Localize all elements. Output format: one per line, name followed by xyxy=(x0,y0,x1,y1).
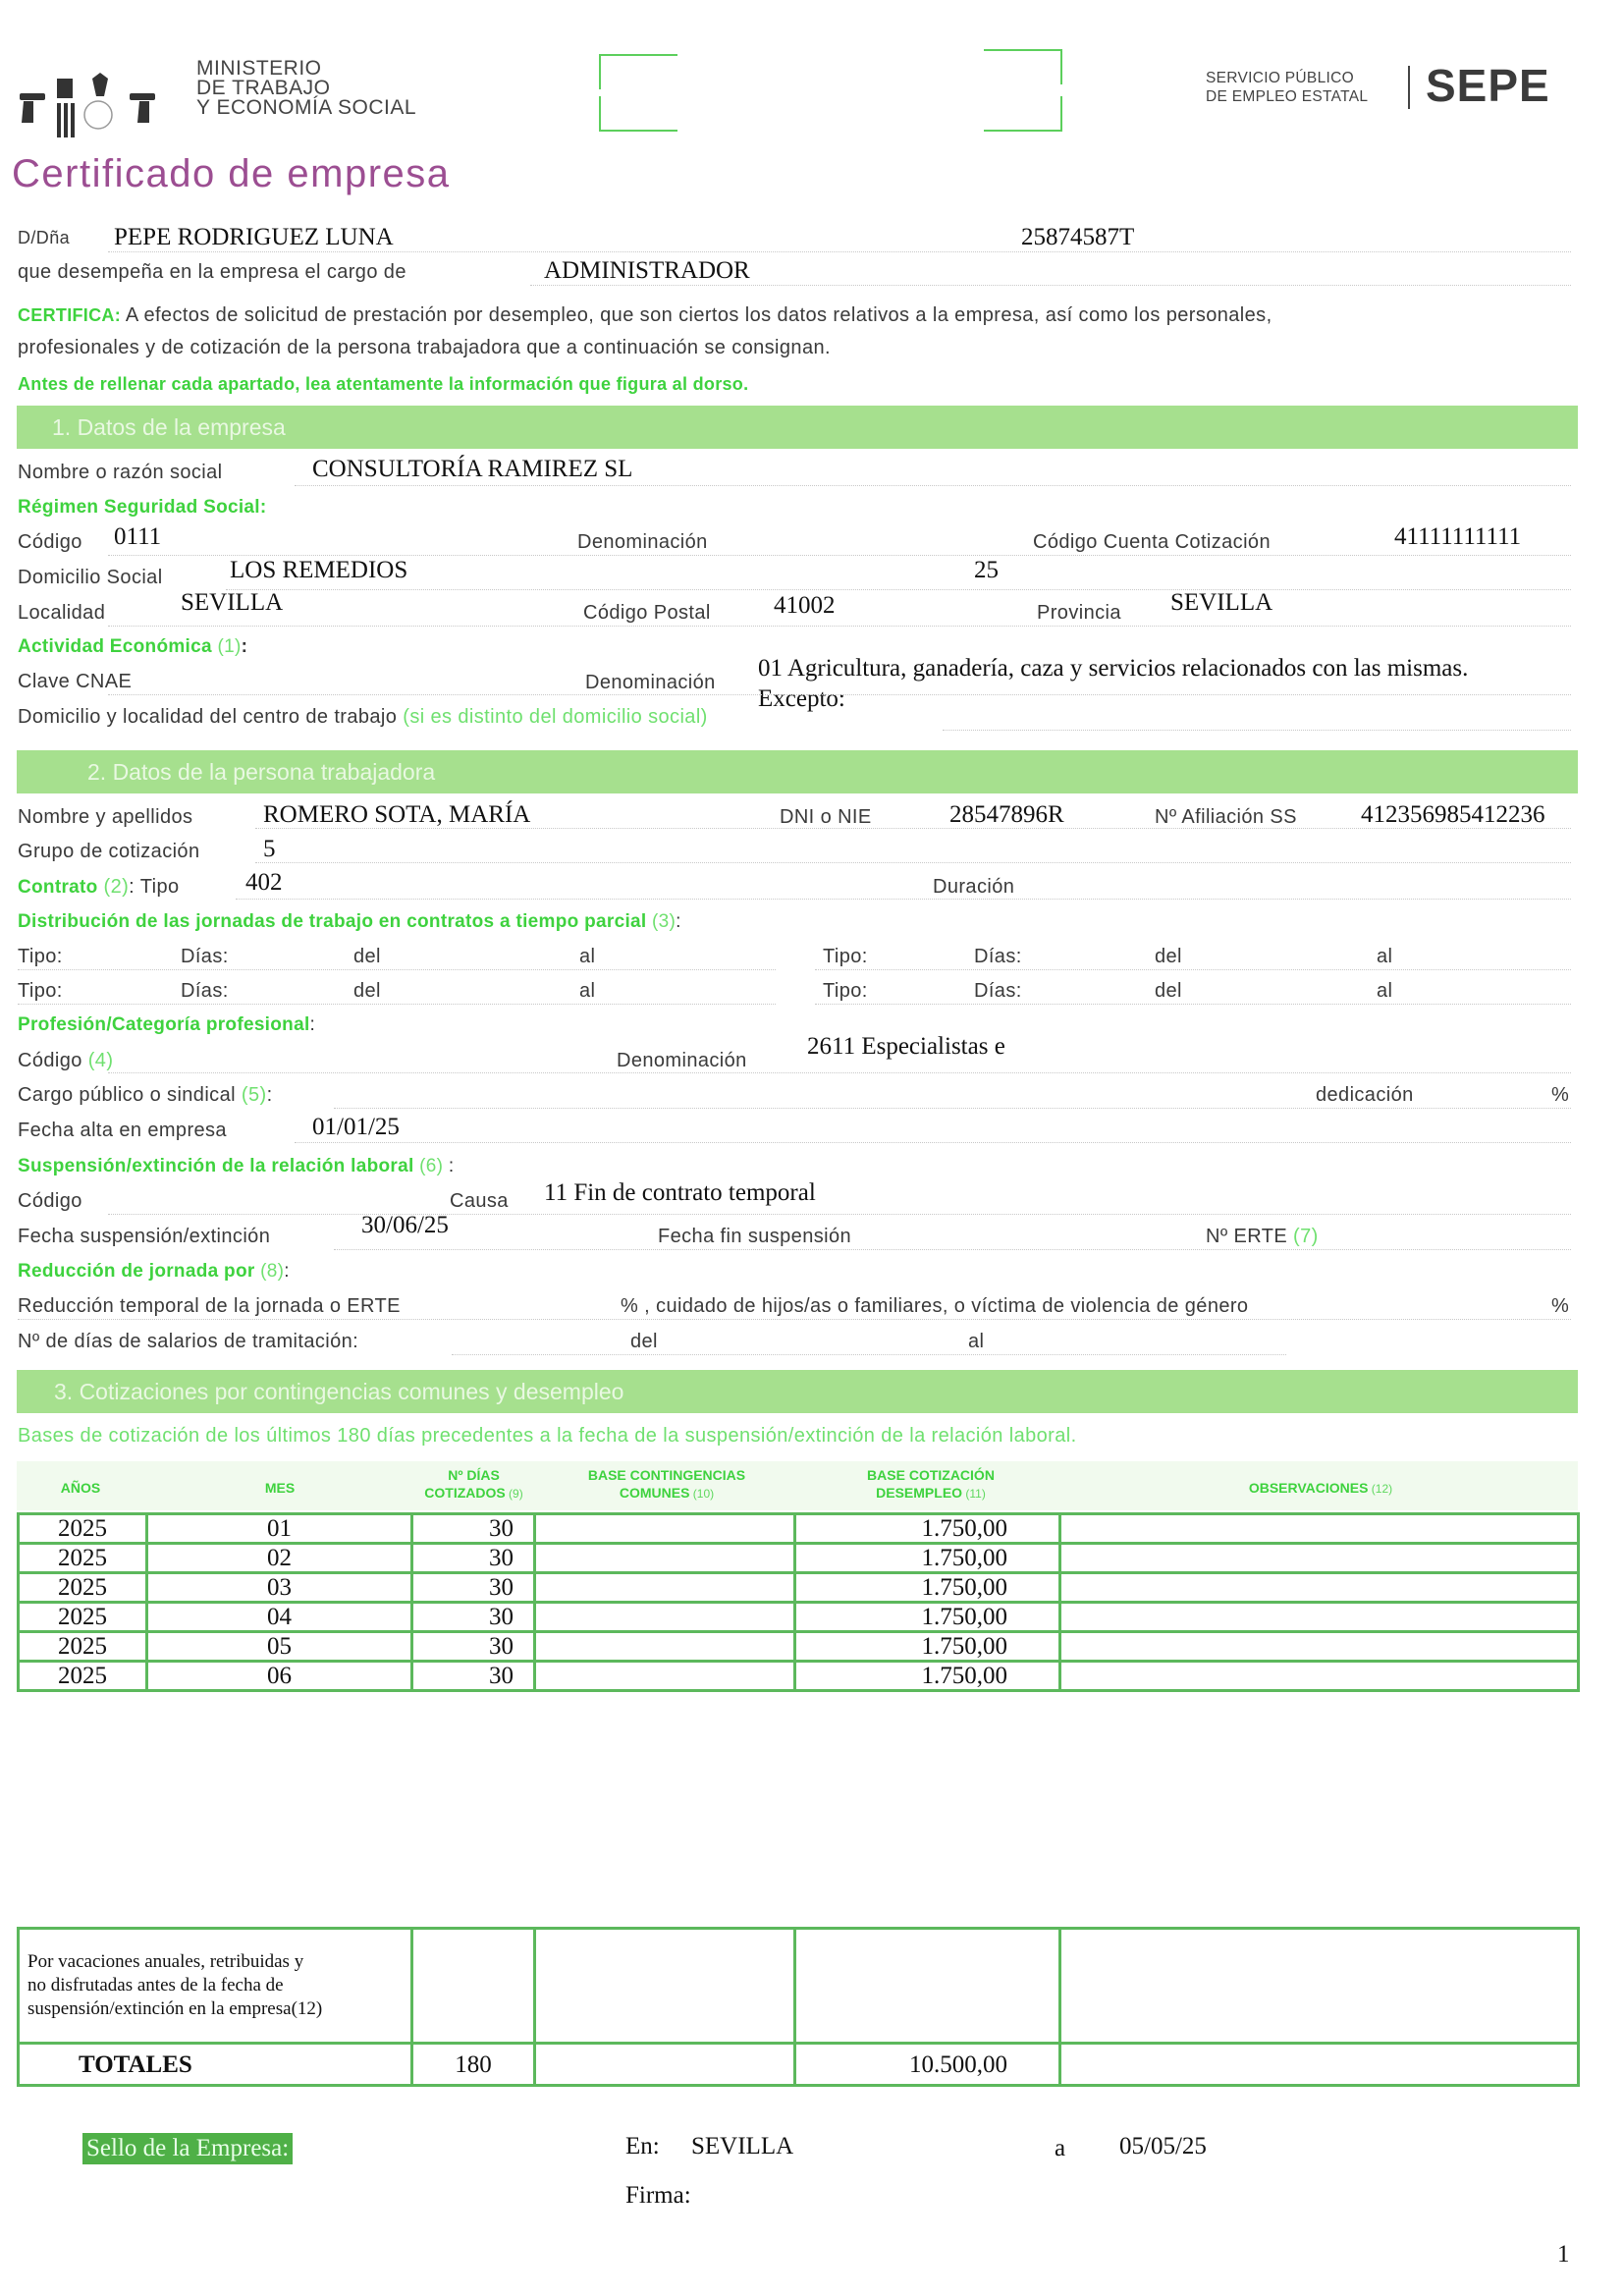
pt-tipo-label: Tipo: xyxy=(823,980,868,1002)
centro-label-text: Domicilio y localidad del centro de trabajo xyxy=(18,706,398,728)
total-observaciones xyxy=(1060,2044,1579,2086)
base-desempleo-cell: 1.750,00 xyxy=(795,1603,1060,1632)
ministry-logo-text xyxy=(196,59,416,118)
cargo-label: Cargo público o sindical (5): xyxy=(18,1084,273,1106)
prof-denominacion-label: Denominación xyxy=(617,1050,747,1071)
fecha-suspension-label: Fecha suspensión/extinción xyxy=(18,1226,271,1247)
domicilio-value: LOS REMEDIOS xyxy=(230,557,408,583)
nombre-value: ROMERO SOTA, MARÍA xyxy=(263,801,531,828)
base-desempleo-cell: 1.750,00 xyxy=(795,1632,1060,1662)
mes-cell: 05 xyxy=(147,1632,412,1662)
cotizacion-row xyxy=(19,1573,1579,1603)
footnote-ref: (7) xyxy=(1287,1226,1319,1247)
pt-del-label: del xyxy=(1155,946,1182,967)
dias-cell: 30 xyxy=(412,1662,535,1691)
total-dias: 180 xyxy=(412,2044,535,2086)
base-desempleo-cell: 1.750,00 xyxy=(795,1544,1060,1573)
footnote-ref: (6) xyxy=(413,1156,444,1176)
footnote-ref: (11) xyxy=(962,1487,986,1501)
dias-cell: 30 xyxy=(412,1514,535,1544)
field-line xyxy=(18,1004,776,1005)
grupo-label: Grupo de cotización xyxy=(18,841,200,862)
actividad-heading xyxy=(18,636,247,658)
erte-label xyxy=(1206,1226,1319,1248)
field-line xyxy=(943,730,1571,731)
section-1-header xyxy=(17,406,1578,449)
declarant-name: PEPE RODRIGUEZ LUNA xyxy=(114,224,394,250)
salarios-al-label: al xyxy=(968,1331,985,1352)
razon-social-value: CONSULTORÍA RAMIREZ SL xyxy=(312,456,633,482)
footnote-ref: (8) xyxy=(254,1261,285,1282)
regimen-heading: Régimen Seguridad Social: xyxy=(18,497,267,518)
pt-al-label: al xyxy=(1377,980,1393,1002)
base-comunes-cell xyxy=(535,1662,795,1691)
base-desempleo-cell: 1.750,00 xyxy=(795,1514,1060,1544)
vacaciones-dias-cell[interactable] xyxy=(412,1929,535,2044)
anio-cell: 2025 xyxy=(19,1573,147,1603)
firma-label: Firma: xyxy=(625,2182,691,2209)
localidad-value: SEVILLA xyxy=(181,589,284,616)
domicilio-label: Domicilio Social xyxy=(18,567,163,588)
field-line xyxy=(108,1214,1571,1215)
cotizacion-row xyxy=(19,1632,1579,1662)
column-header-base-comunes xyxy=(535,1466,798,1503)
footnote-ref: (2) xyxy=(97,876,130,898)
field-line xyxy=(815,1004,1571,1005)
mes-cell: 04 xyxy=(147,1603,412,1632)
field-line xyxy=(295,1142,1571,1143)
footnote-ref: (5) xyxy=(235,1084,267,1106)
column-header-text: COTIZADOS xyxy=(424,1485,506,1501)
pt-al-label: al xyxy=(1377,946,1393,967)
column-header-observaciones xyxy=(1063,1479,1578,1498)
column-header-mes xyxy=(147,1479,412,1497)
base-comunes-cell xyxy=(535,1514,795,1544)
profesion-title: Profesión/Categoría profesional xyxy=(18,1014,310,1035)
field-line xyxy=(530,285,1571,286)
sepe-logo: SEPE xyxy=(1426,60,1550,111)
cp-value: 41002 xyxy=(774,592,836,619)
contrato-row xyxy=(18,876,180,899)
pt-tipo-label: Tipo: xyxy=(823,946,868,967)
cuidado-label: % , cuidado de hijos/as o familiares, o víctima de violencia de género xyxy=(621,1295,1249,1317)
observaciones-cell xyxy=(1060,1573,1579,1603)
field-line xyxy=(295,485,1571,486)
cnae-denominacion-value-2: Excepto: xyxy=(758,685,845,712)
certifica-line-2: profesionales y de cotización de la persona trabajadora que a continuación se consignan. xyxy=(18,337,831,358)
footnote-ref: (3) xyxy=(646,911,677,932)
base-desempleo-cell: 1.750,00 xyxy=(795,1662,1060,1691)
distribucion-heading: Distribución de las jornadas de trabajo en contratos a tiempo parcial (3): xyxy=(18,911,681,932)
localidad-label: Localidad xyxy=(18,602,106,624)
afiliacion-value: 412356985412236 xyxy=(1361,801,1545,828)
pt-tipo-label: Tipo: xyxy=(18,980,63,1002)
base-comunes-cell xyxy=(535,1603,795,1632)
cotizacion-row xyxy=(19,1603,1579,1632)
razon-social-label: Nombre o razón social xyxy=(18,462,223,483)
pt-tipo-label: Tipo: xyxy=(18,946,63,967)
dedicacion-label: dedicación xyxy=(1316,1084,1414,1106)
reduccion-title: Reducción de jornada por xyxy=(18,1261,255,1282)
alta-label: Fecha alta en empresa xyxy=(18,1120,227,1141)
fecha-fin-label: Fecha fin suspensión xyxy=(658,1226,852,1247)
pt-dias-label: Días: xyxy=(974,980,1022,1002)
footnote-ref: (12) xyxy=(1368,1482,1393,1496)
actividad-title: Actividad Económica xyxy=(18,636,212,657)
contrato-label: Contrato xyxy=(18,877,98,898)
section-1-title: 1. Datos de la empresa xyxy=(52,414,286,440)
field-line xyxy=(334,1108,1571,1109)
causa-value: 11 Fin de contrato temporal xyxy=(544,1179,816,1206)
anio-cell: 2025 xyxy=(19,1632,147,1662)
profesion-heading: Profesión/Categoría profesional: xyxy=(18,1014,316,1035)
vacaciones-observaciones-cell[interactable] xyxy=(1060,1929,1579,2044)
domicilio-number: 25 xyxy=(974,557,999,583)
vacaciones-label xyxy=(19,1929,412,2044)
vacaciones-line: no disfrutadas antes de la fecha de xyxy=(27,1975,284,1995)
cotizacion-row xyxy=(19,1544,1579,1573)
certifica-label: CERTIFICA: xyxy=(18,305,121,325)
cotizacion-row xyxy=(19,1514,1579,1544)
field-line xyxy=(236,899,1571,900)
warning-text: Antes de rellenar cada apartado, lea atentamente la información que figura al dorso. xyxy=(18,374,749,394)
duracion-label: Duración xyxy=(933,876,1015,898)
pt-del-label: del xyxy=(353,980,381,1002)
codigo-label: Código xyxy=(18,531,82,553)
field-line xyxy=(815,969,1571,970)
nombre-label: Nombre y apellidos xyxy=(18,806,193,828)
centro-trabajo-label xyxy=(18,706,708,729)
column-header-text: BASE COTIZACIÓN xyxy=(867,1467,995,1483)
centro-note: (si es distinto del domicilio social) xyxy=(397,706,708,728)
field-line xyxy=(255,862,1571,863)
field-line xyxy=(108,694,1571,695)
tipo-label: : Tipo xyxy=(129,876,180,898)
codigo-value: 0111 xyxy=(114,523,162,550)
vacaciones-row xyxy=(19,1929,1579,2044)
section-2-title: 2. Datos de la persona trabajadora xyxy=(87,759,436,785)
base-comunes-cell xyxy=(535,1632,795,1662)
field-line xyxy=(18,1319,1571,1320)
role-label: que desempeña en la empresa el cargo de xyxy=(18,261,406,283)
afiliacion-label: Nº Afiliación SS xyxy=(1155,806,1297,828)
causa-label: Causa xyxy=(450,1190,509,1212)
susp-codigo-label: Código xyxy=(18,1190,82,1212)
sepe-logo-divider xyxy=(1408,66,1410,109)
base-comunes-cell xyxy=(535,1544,795,1573)
field-line xyxy=(18,969,776,970)
sello-empresa-label: Sello de la Empresa: xyxy=(82,2133,293,2164)
pt-al-label: al xyxy=(579,980,596,1002)
cnae-denominacion-label: Denominación xyxy=(585,672,716,693)
column-header-text: MES xyxy=(264,1480,296,1496)
distribucion-title: Distribución de las jornadas de trabajo en contratos a tiempo parcial xyxy=(18,911,647,932)
cuidado-percent: % xyxy=(1551,1295,1570,1317)
field-line xyxy=(255,828,1571,829)
mes-cell: 01 xyxy=(147,1514,412,1544)
cnae-denominacion-value: 01 Agricultura, ganadería, caza y servicios relacionados con las mismas. xyxy=(758,655,1469,682)
registry-stamp-corner xyxy=(599,54,677,89)
declarant-id: 25874587T xyxy=(1021,224,1135,250)
sepe-line: SERVICIO PÚBLICO xyxy=(1206,70,1354,86)
observaciones-cell xyxy=(1060,1662,1579,1691)
spain-coat-of-arms-logo xyxy=(14,54,161,144)
anio-cell: 2025 xyxy=(19,1662,147,1691)
en-value: SEVILLA xyxy=(691,2133,794,2159)
footnote-ref: (9) xyxy=(505,1487,523,1501)
field-line xyxy=(108,555,1571,556)
prof-denominacion-value: 2611 Especialistas e xyxy=(807,1033,1005,1060)
cnae-label: Clave CNAE xyxy=(18,671,133,692)
provincia-value: SEVILLA xyxy=(1170,589,1273,616)
column-header-anios xyxy=(17,1479,144,1497)
mes-cell: 03 xyxy=(147,1573,412,1603)
reduccion-temporal-label: Reducción temporal de la jornada o ERTE xyxy=(18,1295,401,1317)
section-3-title: 3. Cotizaciones por contingencias comunes y desempleo xyxy=(54,1379,624,1404)
sepe-line: DE EMPLEO ESTATAL xyxy=(1206,88,1369,105)
dias-cell: 30 xyxy=(412,1544,535,1573)
cargo-text: Cargo público o sindical xyxy=(18,1084,236,1106)
field-line xyxy=(452,1354,1286,1355)
denominacion-label: Denominación xyxy=(577,531,708,553)
field-line xyxy=(226,589,1571,590)
column-header-text: COMUNES xyxy=(619,1485,690,1501)
pt-del-label: del xyxy=(1155,980,1182,1002)
pt-dias-label: Días: xyxy=(974,946,1022,967)
page-number: 1 xyxy=(1557,2241,1570,2268)
dni-label: DNI o NIE xyxy=(780,806,872,828)
field-line xyxy=(108,626,1571,627)
registry-stamp-corner xyxy=(984,49,1062,84)
name-label: D/Dña xyxy=(18,228,71,247)
observaciones-cell xyxy=(1060,1603,1579,1632)
reduccion-heading: Reducción de jornada por (8): xyxy=(18,1261,290,1282)
total-base-comunes xyxy=(535,2044,795,2086)
bases-subtitle: Bases de cotización de los últimos 180 días precedentes a la fecha de la suspensión/extinción de la relación laboral. xyxy=(18,1425,1077,1447)
en-label: En: xyxy=(625,2133,660,2159)
cotizacion-row xyxy=(19,1662,1579,1691)
section-2-header xyxy=(17,750,1578,793)
totales-row xyxy=(19,2044,1579,2086)
colon: : xyxy=(241,636,248,657)
totals-table xyxy=(17,1927,1580,2087)
page-title: Certificado de empresa xyxy=(12,152,451,195)
certifica-text xyxy=(18,304,1272,327)
dedicacion-percent: % xyxy=(1551,1084,1570,1106)
anio-cell: 2025 xyxy=(19,1603,147,1632)
suspension-heading: Suspensión/extinción de la relación laboral (6) : xyxy=(18,1156,455,1176)
column-header-text: BASE CONTINGENCIAS xyxy=(587,1467,746,1483)
vacaciones-base-comunes-cell[interactable] xyxy=(535,1929,795,2044)
totales-label: TOTALES xyxy=(19,2044,412,2086)
alta-value: 01/01/25 xyxy=(312,1114,400,1140)
observaciones-cell xyxy=(1060,1514,1579,1544)
column-header-text: AÑOS xyxy=(60,1480,101,1496)
pt-del-label: del xyxy=(353,946,381,967)
column-header-base-desempleo xyxy=(798,1466,1063,1503)
section-3-header xyxy=(17,1370,1578,1413)
column-header-text: Nº DÍAS xyxy=(448,1467,500,1483)
salarios-tramitacion-label: Nº de días de salarios de tramitación: xyxy=(18,1331,359,1352)
column-header-text: OBSERVACIONES xyxy=(1248,1480,1369,1496)
observaciones-cell xyxy=(1060,1544,1579,1573)
mes-cell: 06 xyxy=(147,1662,412,1691)
certifica-line: A efectos de solicitud de prestación por desempleo, que son ciertos los datos relativos a la empresa, así como los personales, xyxy=(121,304,1272,326)
prof-codigo-text: Código xyxy=(18,1050,82,1071)
fecha-suspension-value: 30/06/25 xyxy=(361,1212,449,1238)
dias-cell: 30 xyxy=(412,1573,535,1603)
dias-cell: 30 xyxy=(412,1603,535,1632)
registry-stamp-corner xyxy=(984,96,1062,132)
base-desempleo-cell: 1.750,00 xyxy=(795,1573,1060,1603)
a-label: a xyxy=(1055,2135,1066,2161)
cotizaciones-table xyxy=(17,1512,1580,1692)
ministry-line: Y ECONOMÍA SOCIAL xyxy=(196,96,417,119)
sepe-logo-text xyxy=(1206,69,1368,106)
ccc-value: 41111111111 xyxy=(1394,523,1522,550)
dni-value: 28547896R xyxy=(949,801,1064,828)
vacaciones-base-desempleo-cell[interactable] xyxy=(795,1929,1060,2044)
contrato-tipo-value: 402 xyxy=(245,869,283,896)
anio-cell: 2025 xyxy=(19,1544,147,1573)
footnote-ref: (4) xyxy=(81,1050,114,1071)
ministry-line: DE TRABAJO xyxy=(196,77,331,99)
anio-cell: 2025 xyxy=(19,1514,147,1544)
ccc-label: Código Cuenta Cotización xyxy=(1033,531,1271,553)
total-base-desempleo: 10.500,00 xyxy=(795,2044,1060,2086)
erte-text: Nº ERTE xyxy=(1206,1226,1288,1247)
base-comunes-cell xyxy=(535,1573,795,1603)
suspension-title: Suspensión/extinción de la relación laboral xyxy=(18,1156,414,1176)
vacaciones-line: Por vacaciones anuales, retribuidas y xyxy=(27,1951,304,1972)
footnote-ref: (1) xyxy=(211,636,242,657)
footnote-ref: (10) xyxy=(689,1487,715,1501)
dias-cell: 30 xyxy=(412,1632,535,1662)
salarios-del-label: del xyxy=(630,1331,658,1352)
grupo-value: 5 xyxy=(263,836,276,862)
fecha-firma: 05/05/25 xyxy=(1119,2133,1207,2159)
pt-dias-label: Días: xyxy=(181,980,229,1002)
field-line xyxy=(108,1072,1571,1073)
ministry-line: MINISTERIO xyxy=(196,57,322,80)
column-header-text: DESEMPLEO xyxy=(876,1485,963,1501)
declarant-role: ADMINISTRADOR xyxy=(544,257,750,284)
prof-codigo-label xyxy=(18,1050,113,1072)
provincia-label: Provincia xyxy=(1037,602,1121,624)
observaciones-cell xyxy=(1060,1632,1579,1662)
cp-label: Código Postal xyxy=(583,602,711,624)
field-line xyxy=(108,251,1571,252)
field-line xyxy=(334,1249,1571,1250)
mes-cell: 02 xyxy=(147,1544,412,1573)
vacaciones-line: suspensión/extinción en la empresa(12) xyxy=(27,1998,323,2019)
pt-al-label: al xyxy=(579,946,596,967)
registry-stamp-corner xyxy=(599,96,677,132)
pt-dias-label: Días: xyxy=(181,946,229,967)
column-header-dias xyxy=(412,1466,535,1503)
